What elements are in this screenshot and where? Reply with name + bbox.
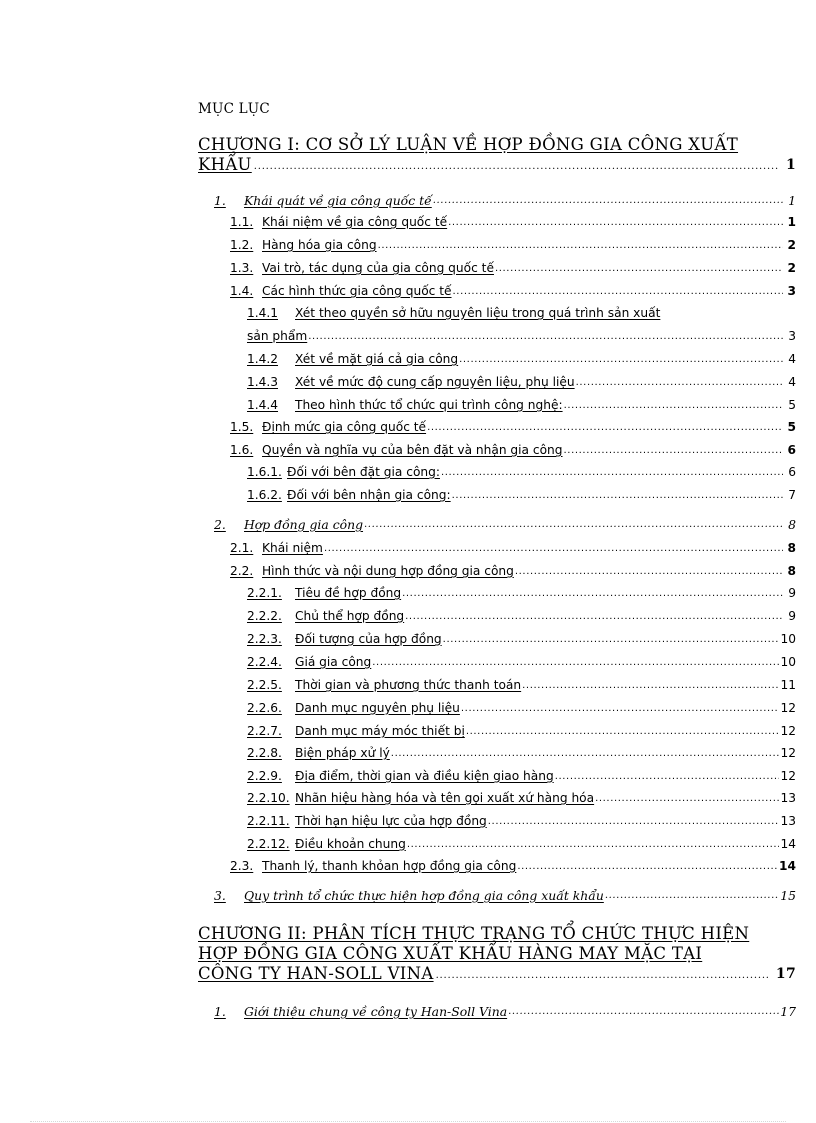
dot-leader: [448, 215, 783, 230]
toc-item-page: 2: [787, 238, 796, 252]
toc-item-1-6-1[interactable]: [247, 464, 796, 480]
toc-item-page: 9: [788, 609, 796, 623]
dot-leader: [324, 541, 783, 556]
toc-item-number: 1.6.1.: [247, 465, 282, 479]
dot-leader: [576, 375, 783, 390]
dot-leader: [459, 352, 783, 367]
toc-item-title: Hợp đồng gia công: [244, 517, 364, 532]
toc-heading: MỤC LỤC: [198, 101, 270, 117]
toc-item-title: Đối tượng của hợp đồng: [295, 632, 442, 646]
chapter-1-title-line-2: KHẨU: [198, 155, 252, 174]
dot-leader: [517, 859, 778, 874]
toc-item-page: 17: [780, 1004, 796, 1019]
toc-item-title: Nhãn hiệu hàng hóa và tên gọi xuất xứ hàng hóa: [295, 791, 595, 805]
toc-item-2-2-4[interactable]: [247, 654, 796, 670]
dot-leader: [508, 1004, 779, 1019]
page-bottom-divider: [30, 1121, 786, 1122]
toc-item-2-2-8[interactable]: [247, 745, 796, 761]
toc-item-page: 12: [780, 746, 796, 760]
toc-item-2-2-11[interactable]: [247, 813, 796, 829]
toc-item-title: Khái quát về gia công quốc tế: [244, 193, 432, 208]
toc-item-page: 15: [780, 888, 796, 903]
toc-item-number: 2.: [214, 517, 226, 532]
toc-item-title: Danh mục máy móc thiết bị: [295, 724, 465, 738]
toc-item-2-2-7[interactable]: [247, 723, 796, 739]
toc-item-page: 1: [787, 215, 796, 229]
toc-item-title: Quyền và nghĩa vụ của bên đặt và nhận gia công: [262, 443, 563, 457]
toc-item-1-6[interactable]: [230, 442, 796, 458]
toc-item-title: Tiêu đề hợp đồng: [295, 586, 402, 600]
dot-leader: [466, 724, 780, 739]
toc-item-title: Chủ thể hợp đồng: [295, 609, 405, 623]
chapter-2-page: 17: [775, 966, 796, 982]
toc-item-title: Vai trò, tác dụng của gia công quốc tế: [262, 261, 494, 275]
dot-leader: [495, 261, 783, 276]
dot-leader: [308, 329, 783, 344]
toc-item-2-2-5[interactable]: [247, 677, 796, 693]
toc-item-page: 5: [788, 398, 796, 412]
toc-item-page: 5: [787, 420, 796, 434]
toc-item-page: 9: [788, 586, 796, 600]
dot-leader: [372, 655, 779, 670]
toc-item-page: 4: [788, 375, 796, 389]
dot-leader: [564, 443, 783, 458]
toc-item-number: 2.3.: [230, 859, 254, 873]
toc-item-number: 2.2.4.: [247, 655, 282, 669]
toc-item-page: 13: [780, 814, 796, 828]
toc-item-number: 1.: [214, 1004, 226, 1019]
dot-leader: [515, 564, 783, 579]
dot-leader: [433, 193, 783, 208]
toc-item-title: Xét theo quyền sở hữu nguyên liệu trong quá trình sản xuất: [295, 306, 661, 320]
toc-item-number: 2.2.7.: [247, 724, 282, 738]
dot-leader: [522, 678, 779, 693]
toc-item-number: 1.: [214, 193, 226, 208]
toc-item-2-3[interactable]: [230, 858, 796, 874]
chapter-2-title-line-3: CÔNG TY HAN-SOLL VINA: [198, 964, 434, 983]
toc-item-1[interactable]: [214, 192, 796, 208]
toc-item-page: 11: [780, 678, 796, 692]
toc-item-number: 2.2.2.: [247, 609, 282, 623]
toc-item-number: 2.2.6.: [247, 701, 282, 715]
dot-leader: [254, 157, 778, 175]
dot-leader: [364, 517, 783, 532]
toc-item-title: Thời gian và phương thức thanh toán: [295, 678, 522, 692]
dot-leader: [595, 791, 779, 806]
chapter-1-entry[interactable]: [198, 135, 796, 175]
toc-item-number: 2.2.11.: [247, 814, 290, 828]
toc-item-number: 1.2.: [230, 238, 254, 252]
toc-item-number: 2.2.10.: [247, 791, 290, 805]
toc-item-title: Giới thiệu chung về công ty Han-Soll Vina: [244, 1004, 508, 1019]
toc-item-title: Giá gia công: [295, 655, 372, 669]
toc-item-page: 13: [780, 791, 796, 805]
dot-leader: [452, 488, 783, 503]
toc-item-title: Xét về mặt giá cả gia công: [295, 352, 459, 366]
toc-item-number: 1.6.2.: [247, 488, 282, 502]
toc-item-number: 2.2.: [230, 564, 254, 578]
toc-item-title: Hình thức và nội dung hợp đồng gia công: [262, 564, 514, 578]
toc-item-title: Các hình thức gia công quốc tế: [262, 284, 452, 298]
toc-item-page: 1: [788, 193, 796, 208]
toc-item-page: 8: [788, 517, 796, 532]
toc-item-2-2-10[interactable]: [247, 790, 796, 806]
dot-leader: [378, 238, 783, 253]
toc-item-ch2-1[interactable]: [214, 1003, 796, 1019]
chapter-2-title-line-1: CHƯƠNG II: PHÂN TÍCH THỰC TRẠNG TỔ CHỨC THỰC HIỆN: [198, 924, 750, 943]
toc-item-page: 3: [787, 284, 796, 298]
dot-leader: [436, 966, 768, 984]
toc-item-title: Theo hình thức tổ chức qui trình công nghệ:: [295, 398, 563, 412]
toc-item-title: Quy trình tổ chức thực hiện hợp đồng gia công xuất khẩu: [244, 888, 604, 903]
toc-item-number: 1.4.1: [247, 306, 279, 320]
toc-item-page: 14: [779, 859, 796, 873]
toc-item-1-4-4[interactable]: [247, 397, 796, 413]
toc-item-number: 2.1.: [230, 541, 254, 555]
toc-item-1-4-3[interactable]: [247, 374, 796, 390]
toc-item-title: Đối với bên đặt gia công:: [287, 465, 440, 479]
toc-item-page: 12: [780, 769, 796, 783]
toc-item-number: 2.2.3.: [247, 632, 282, 646]
toc-item-page: 2: [787, 261, 796, 275]
toc-item-1-4-1[interactable]: [247, 305, 796, 321]
chapter-2-entry[interactable]: [198, 924, 796, 984]
toc-item-1-4-2[interactable]: [247, 351, 796, 367]
toc-item-number: 3.: [214, 888, 226, 903]
toc-item-number: 1.4.4: [247, 398, 279, 412]
toc-item-1-1[interactable]: [230, 214, 796, 230]
toc-item-title: Thanh lý, thanh khỏan hợp đồng gia công: [262, 859, 517, 873]
dot-leader: [405, 609, 783, 624]
toc-item-number: 1.4.2: [247, 352, 279, 366]
toc-item-1-2[interactable]: [230, 237, 796, 253]
toc-item-page: 8: [787, 541, 796, 555]
toc-item-page: 10: [780, 632, 796, 646]
toc-item-1-5[interactable]: [230, 419, 796, 435]
toc-item-1-4-1-cont[interactable]: [247, 328, 796, 344]
toc-item-1-3[interactable]: [230, 260, 796, 276]
toc-item-title: Khái niệm: [262, 541, 323, 555]
dot-leader: [443, 632, 780, 647]
toc-item-number: 2.2.1.: [247, 586, 282, 600]
toc-item-title-continued: sản phẩm: [247, 329, 308, 343]
toc-item-page: 6: [788, 465, 796, 479]
toc-item-2-2-9[interactable]: [247, 768, 796, 784]
toc-item-page: 10: [780, 655, 796, 669]
toc-item-page: 6: [787, 443, 796, 457]
dot-leader: [461, 701, 780, 716]
toc-item-3[interactable]: [214, 887, 796, 903]
dot-leader: [605, 888, 779, 903]
dot-leader: [391, 746, 780, 761]
dot-leader: [453, 284, 783, 299]
toc-item-title: Xét về mức độ cung cấp nguyên liệu, phụ liệu: [295, 375, 575, 389]
toc-item-2-2-6[interactable]: [247, 700, 796, 716]
chapter-1-page: 1: [785, 157, 796, 173]
toc-item-page: 8: [787, 564, 796, 578]
toc-item-title: Định mức gia công quốc tế: [262, 420, 427, 434]
toc-item-title: Hàng hóa gia công: [262, 238, 377, 252]
toc-item-page: 3: [788, 329, 796, 343]
dot-leader: [427, 420, 783, 435]
toc-item-page: 12: [780, 701, 796, 715]
toc-item-title: Đối với bên nhận gia công:: [287, 488, 451, 502]
dot-leader: [564, 398, 783, 413]
toc-item-number: 2.2.8.: [247, 746, 282, 760]
dot-leader: [407, 837, 780, 852]
toc-item-title: Điều khoản chung: [295, 837, 406, 851]
toc-item-page: 12: [780, 724, 796, 738]
toc-item-title: Địa điểm, thời gian và điều kiện giao hàng: [295, 769, 554, 783]
toc-item-title: Danh mục nguyên phụ liệu: [295, 701, 460, 715]
toc-item-page: 7: [788, 488, 796, 502]
toc-item-page: 14: [780, 837, 796, 851]
toc-item-2-2[interactable]: [230, 563, 796, 579]
toc-item-number: 2.2.12.: [247, 837, 290, 851]
toc-item-2-1[interactable]: [230, 540, 796, 556]
toc-item-number: 1.5.: [230, 420, 254, 434]
chapter-1-title-line-1: CHƯƠNG I: CƠ SỞ LÝ LUẬN VỀ HỢP ĐỒNG GIA CÔNG XUẤT: [198, 135, 739, 154]
toc-item-number: 1.4.: [230, 284, 254, 298]
toc-item-2[interactable]: [214, 516, 796, 532]
toc-item-1-4[interactable]: [230, 283, 796, 299]
toc-item-page: 4: [788, 352, 796, 366]
toc-item-title: Khái niệm về gia công quốc tế: [262, 215, 448, 229]
dot-leader: [488, 814, 780, 829]
toc-item-title: Thời hạn hiệu lực của hợp đồng: [295, 814, 487, 828]
toc-item-number: 1.3.: [230, 261, 254, 275]
toc-item-title: Biện pháp xử lý: [295, 746, 390, 760]
toc-item-number: 1.1.: [230, 215, 254, 229]
dot-leader: [555, 769, 780, 784]
toc-item-number: 2.2.9.: [247, 769, 282, 783]
toc-item-2-2-12[interactable]: [247, 836, 796, 852]
toc-item-2-2-3[interactable]: [247, 631, 796, 647]
toc-item-2-2-1[interactable]: [247, 585, 796, 601]
dot-leader: [402, 586, 783, 601]
toc-item-number: 1.4.3: [247, 375, 279, 389]
toc-item-number: 1.6.: [230, 443, 254, 457]
dot-leader: [441, 465, 783, 480]
toc-item-1-6-2[interactable]: [247, 487, 796, 503]
chapter-2-title-line-2: HỢP ĐỒNG GIA CÔNG XUẤT KHẨU HÀNG MAY MẶC TẠI: [198, 944, 703, 963]
toc-item-2-2-2[interactable]: [247, 608, 796, 624]
toc-item-number: 2.2.5.: [247, 678, 282, 692]
